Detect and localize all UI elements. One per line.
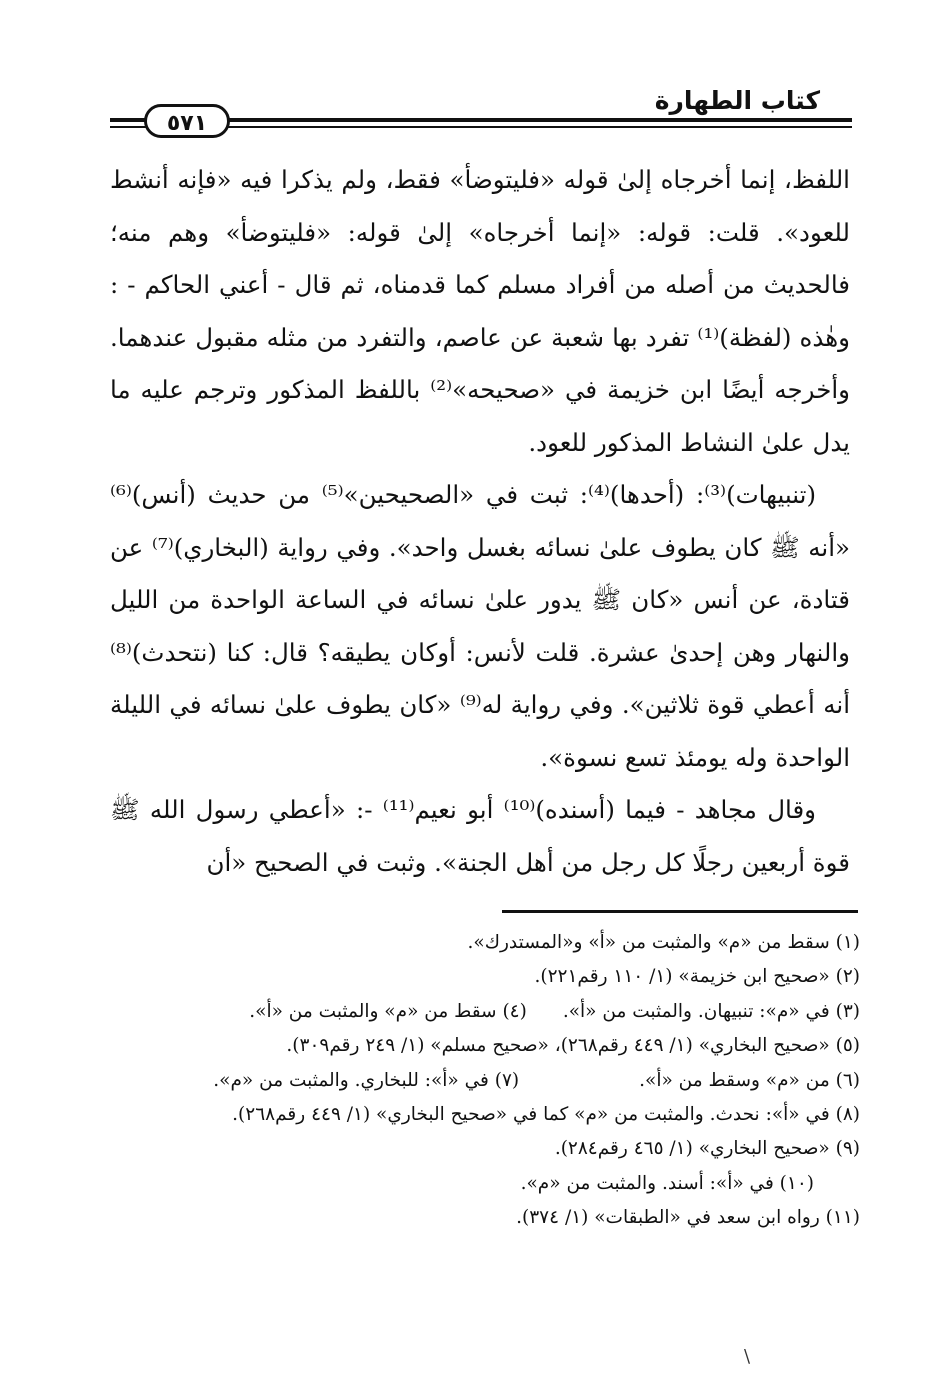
footnote-10: (١٠) في «أ»: أسند. والمثبت من «م». — [520, 1172, 814, 1194]
margin-mark: \ — [744, 1346, 751, 1367]
footnotes — [110, 926, 860, 1236]
paragraph: وقال مجاهد - فيما (أسنده)⁽¹⁰⁾ أبو نعيم⁽¹¹⁾ -: «أعطي رسول الله ﷺ قوة أربعين رجلًا كل رجل من أهل الجنة». وثبت في الصحيح «أن — [110, 795, 850, 877]
footnote-row-6-7 — [110, 1064, 860, 1098]
footnote-8: (٨) في «أ»: نحدث. والمثبت من «م» كما في «صحيح البخاري» (١/ ٤٤٩ رقم٢٦٨). — [232, 1104, 860, 1126]
footnote-9: (٩) «صحيح البخاري» (١/ ٤٦٥ رقم٢٨٤). — [554, 1138, 860, 1160]
paragraph: (تنبيهات)⁽³⁾: (أحدها)⁽⁴⁾: ثبت في «الصحيحين»⁽⁵⁾ من حديث (أنس)⁽⁶⁾ «أنه ﷺ كان يطوف علىٰ نسائه بغسل واحد». وفي رواية (البخاري)⁽⁷⁾ عن قتادة، عن أنس «كان ﷺ يدور علىٰ نسائه في الساعة الواحدة من الليل والنهار وهن إحدىٰ عشرة. قلت لأنس: أوكان يطيقه؟ قال: كنا (نتحدث)⁽⁸⁾ أنه أعطي قوة ثلاثين». وفي رواية له⁽⁹⁾ «كان يطوف علىٰ نسائه في الليلة الواحدة وله يومئذ تسع نسوة». — [110, 480, 850, 772]
footnote-row-3-4 — [110, 995, 860, 1029]
main-text — [110, 154, 850, 889]
book-title: كتاب الطهارة — [654, 86, 820, 115]
paragraph: اللفظ، إنما أخرجاه إلىٰ قوله «فليتوضأ» فقط، ولم يذكرا فيه «فإنه أنشط للعود». قلت: قوله: «إنما أخرجاه» إلىٰ قوله: «فليتوضأ» وهم منه؛ فالحديث من أصله من أفراد مسلم كما قدمناه، ثم قال - أعني الحاكم - : وهٰذه (لفظة)⁽¹⁾ تفرد بها شعبة عن عاصم، والتفرد من مثله مقبول عندهما. وأخرجه أيضًا ابن خزيمة في «صحيحه»⁽²⁾ باللفظ المذكور وترجم عليه ما يدل علىٰ النشاط المذكور للعود. — [110, 165, 850, 457]
footnote-4: (٤) سقط من «م» والمثبت من «أ». — [249, 1000, 527, 1022]
footnote-1: (١) سقط من «م» والمثبت من «أ» و«المستدرك». — [467, 932, 860, 953]
footnote-2: (٢) «صحيح ابن خزيمة» (١/ ١١٠ رقم٢٢١). — [534, 966, 860, 988]
footnote-7: (٧) في «أ»: للبخاري. والمثبت من «م». — [213, 1069, 520, 1091]
footnote-3: (٣) في «م»: تنبيهان. والمثبت من «أ». — [562, 1000, 860, 1022]
footnote-11: (١١) رواه ابن سعد في «الطبقات» (١/ ٣٧٤). — [516, 1207, 860, 1229]
footnote-5: (٥) «صحيح البخاري» (١/ ٤٤٩ رقم٢٦٨)، «صحيح مسلم» (١/ ٢٤٩ رقم٣٠٩). — [286, 1035, 860, 1057]
footnote-6: (٦) من «م» وسقط من «أ». — [639, 1069, 860, 1091]
footnote-separator — [502, 910, 858, 913]
page-number: ٥٧١ — [144, 104, 230, 138]
page-header — [110, 82, 852, 138]
